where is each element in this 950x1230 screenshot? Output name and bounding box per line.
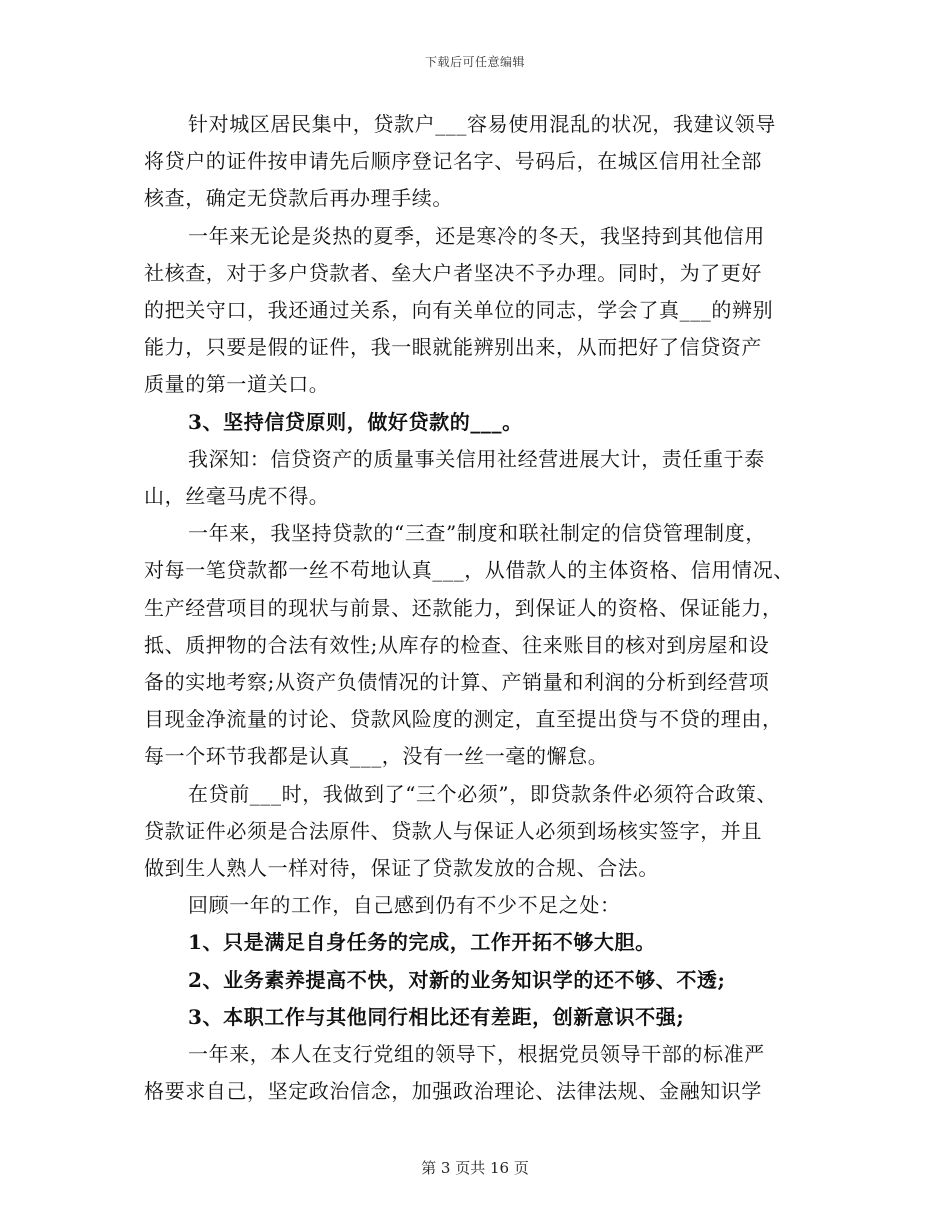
paragraph-line: 贷款证件必须是合法原件、贷款人与保证人必须到场核实签字，并且	[144, 818, 762, 843]
paragraph-line: 在贷前___时，我做到了“三个必须”，即贷款条件必须符合政策、	[188, 781, 778, 806]
document-body	[144, 106, 824, 1110]
paragraph-line: 的把关守口，我还通过关系，向有关单位的同志，学会了真___的辨别	[144, 298, 774, 323]
paragraph-line: 我深知：信贷资产的质量事关信用社经营进展大计，责任重于泰	[188, 446, 765, 471]
paragraph-line: 一年来无论是炎热的夏季，还是寒冷的冬天，我坚持到其他信用	[188, 223, 765, 248]
paragraph-line: 格要求自己，坚定政治信念，加强政治理论、法律法规、金融知识学	[144, 1079, 762, 1104]
paragraph-line: 对每一笔贷款都一丝不苟地认真___，从借款人的主体资格、信用情况、	[144, 558, 794, 583]
section-heading-line: 1、只是满足自身任务的完成，工作开拓不够大胆。	[188, 930, 656, 955]
paragraph-line: 备的实地考察;从资产负债情况的计算、产销量和利润的分析到经营项	[144, 670, 770, 695]
paragraph-line: 一年来，我坚持贷款的“三查”制度和联社制定的信贷管理制度，	[188, 521, 766, 546]
section-heading-line: 2、业务素养提高不快，对新的业务知识学的还不够、不透;	[188, 967, 726, 992]
paragraph-line: 山，丝毫马虎不得。	[144, 484, 330, 509]
paragraph-line: 针对城区居民集中，贷款户___容易使用混乱的状况，我建议领导	[188, 112, 776, 136]
page-header: 下载后可任意编辑	[424, 55, 525, 69]
paragraph-line: 社核查，对于多户贷款者、垒大户者坚决不予办理。同时，为了更好	[144, 260, 762, 285]
page-footer: 第 3 页共 16 页	[421, 1159, 529, 1177]
paragraph-line: 做到生人熟人一样对待，保证了贷款发放的合规、合法。	[144, 856, 659, 881]
paragraph-line: 能力，只要是假的证件，我一眼就能辨别出来，从而把好了信贷资产	[144, 335, 762, 360]
paragraph-line: 目现金净流量的讨论、贷款风险度的测定，直至提出贷与不贷的理由，	[144, 707, 783, 732]
paragraph-line: 每一个环节我都是认真___，没有一丝一毫的懈怠。	[144, 744, 609, 769]
paragraph-line: 生产经营项目的现状与前景、还款能力，到保证人的资格、保证能力，	[144, 595, 783, 620]
section-heading-line: 3、本职工作与其他同行相比还有差距，创新意识不强;	[188, 1004, 685, 1029]
paragraph-line: 回顾一年的工作，自己感到仍有不少不足之处：	[188, 893, 621, 918]
paragraph-line: 质量的第一道关口。	[144, 372, 330, 397]
paragraph-line: 抵、质押物的合法有效性;从库存的检查、往来账目的核对到房屋和设	[144, 632, 770, 657]
paragraph-line: 将贷户的证件按申请先后顺序登记名字、号码后，在城区信用社全部	[144, 149, 762, 174]
paragraph-line: 核查，确定无贷款后再办理手续。	[144, 186, 453, 211]
paragraph-line: 一年来，本人在支行党组的领导下，根据党员领导干部的标准严	[188, 1042, 765, 1067]
section-heading-line: 3、坚持信贷原则，做好贷款的___。	[188, 409, 523, 434]
